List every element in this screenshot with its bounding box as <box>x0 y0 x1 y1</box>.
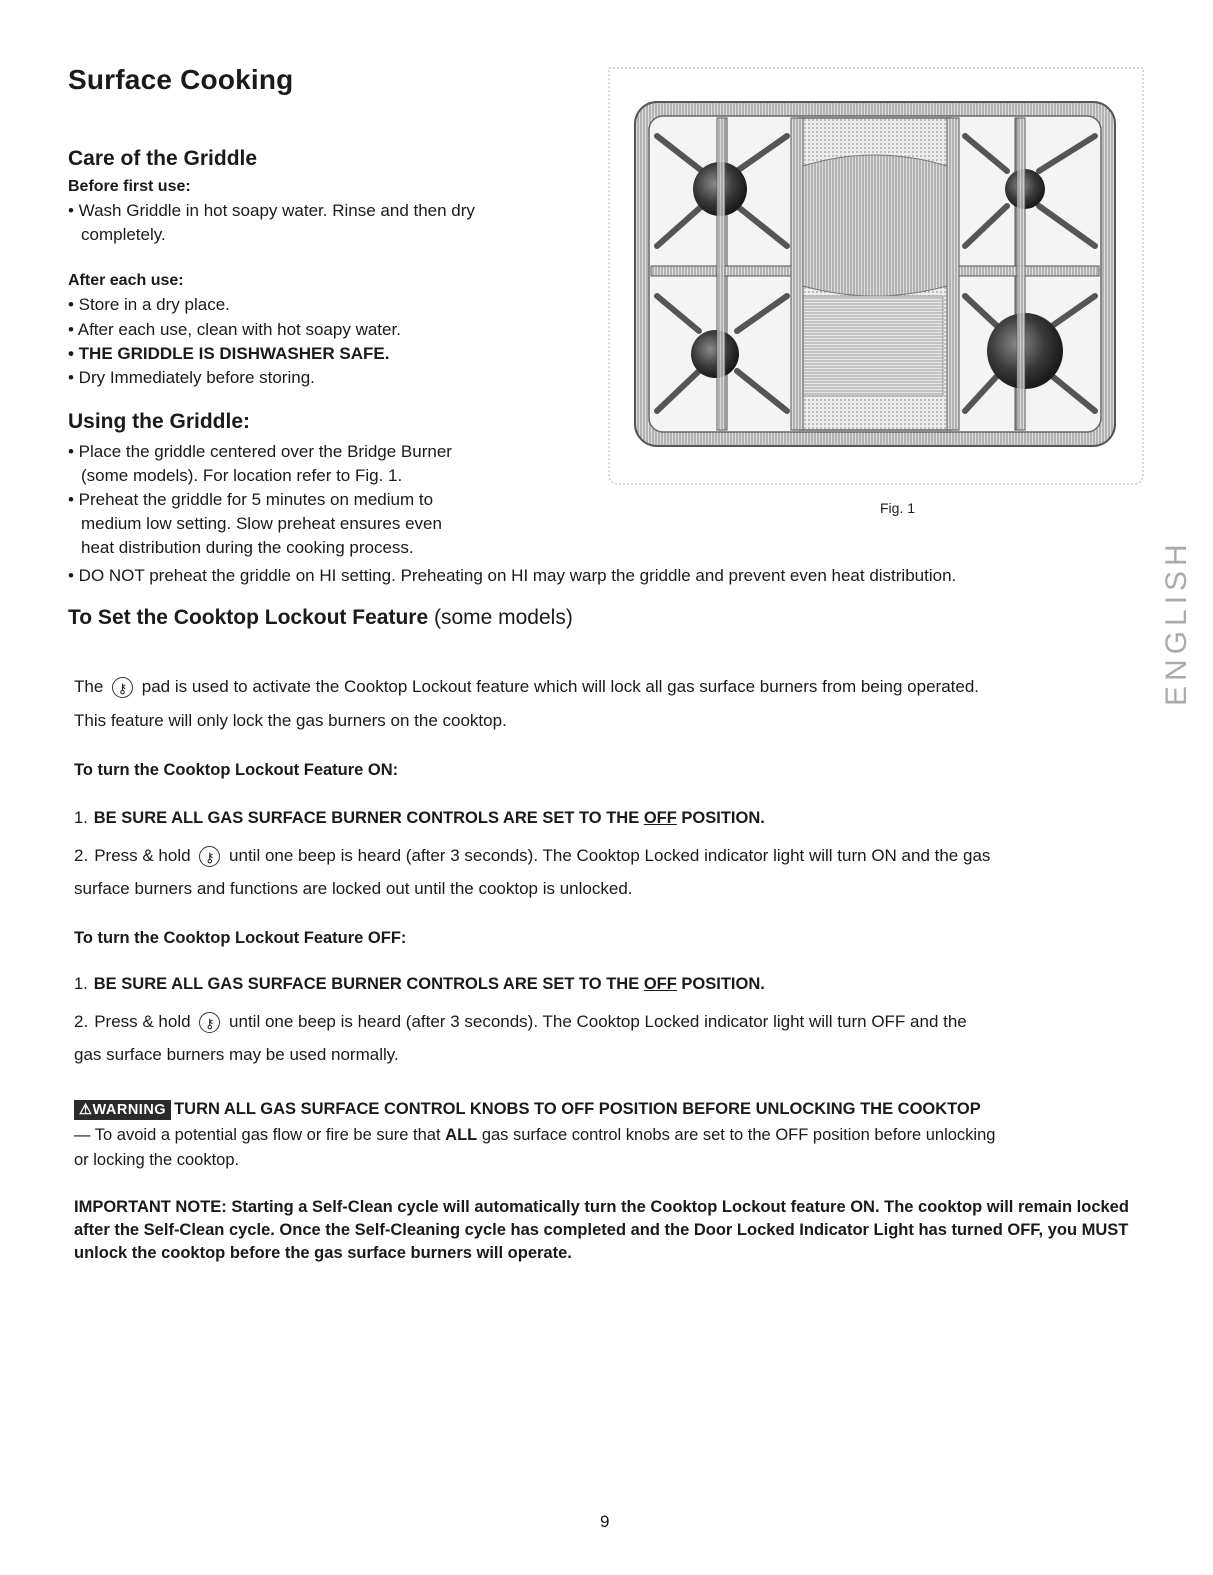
step-off-word: OFF <box>643 809 677 827</box>
burner-left-front <box>691 330 739 378</box>
step-text: BE SURE ALL GAS SURFACE BURNER CONTROLS ARE SET TO THE <box>93 975 644 993</box>
step-text: until one beep is heard (after 3 seconds). The Cooktop Locked indicator light will turn ON and the gas <box>229 846 991 865</box>
warning-text: gas surface control knobs are set to the OFF position before unlocking <box>477 1126 996 1144</box>
after-use-item-emphasis: • THE GRIDDLE IS DISHWASHER SAFE. <box>68 344 390 363</box>
step-off-word: OFF <box>643 975 677 993</box>
lock-pad-icon: ⚷ <box>199 846 220 867</box>
warning-title-row <box>74 1100 981 1120</box>
page-number: 9 <box>600 1512 610 1531</box>
warning-title: TURN ALL GAS SURFACE CONTROL KNOBS TO OFF POSITION BEFORE UNLOCKING THE COOKTOP <box>174 1100 981 1118</box>
on-step-1 <box>74 809 765 828</box>
step-text: Press & hold <box>94 1012 191 1031</box>
using-item-wide: • DO NOT preheat the griddle on HI setting. Preheating on HI may warp the griddle and prevent even heat distribution. <box>68 566 957 585</box>
language-tab: ENGLISH <box>1160 539 1193 706</box>
before-use-heading: Before first use: <box>68 178 191 195</box>
after-use-item: • After each use, clean with hot soapy water. <box>68 320 401 339</box>
after-use-item: • Dry Immediately before storing. <box>68 368 315 387</box>
step-number: 1. <box>74 809 88 827</box>
lockout-off-heading: To turn the Cooktop Lockout Feature OFF: <box>74 929 407 947</box>
lockout-intro-line2: This feature will only lock the gas burners on the cooktop. <box>74 711 507 730</box>
using-item: (some models). For location refer to Fig. 1. <box>81 466 403 485</box>
warning-line2: or locking the cooktop. <box>74 1151 240 1169</box>
using-heading: Using the Griddle: <box>68 410 251 433</box>
step-number: 1. <box>74 975 88 993</box>
step-text: POSITION. <box>676 975 765 993</box>
after-use-item: • Store in a dry place. <box>68 295 230 314</box>
step-text: until one beep is heard (after 3 seconds). The Cooktop Locked indicator light will turn OFF and the <box>229 1012 967 1031</box>
warning-text: — To avoid a potential gas flow or fire be sure that <box>74 1126 446 1144</box>
lockout-heading-suffix: (some models) <box>428 606 573 629</box>
intro-text: The <box>74 677 104 696</box>
on-step-2-line2: surface burners and functions are locked out until the cooktop is unlocked. <box>74 879 633 898</box>
step-number: 2. <box>74 1012 89 1031</box>
lockout-heading <box>68 606 573 630</box>
warning-line1 <box>74 1126 995 1145</box>
lockout-heading-text: To Set the Cooktop Lockout Feature <box>68 606 429 629</box>
figure-caption: Fig. 1 <box>880 500 916 516</box>
step-text: BE SURE ALL GAS SURFACE BURNER CONTROLS ARE SET TO THE <box>93 809 644 827</box>
step-text: POSITION. <box>676 809 765 827</box>
lock-pad-icon: ⚷ <box>199 1012 220 1033</box>
using-item: heat distribution during the cooking process. <box>81 538 414 557</box>
off-step-1 <box>74 975 765 994</box>
after-use-heading: After each use: <box>68 272 184 289</box>
before-use-item: • Wash Griddle in hot soapy water. Rinse and then dry <box>68 201 475 220</box>
warning-text-bold: ALL <box>445 1126 478 1144</box>
step-number: 2. <box>74 846 89 865</box>
warning-badge: ⚠WARNING <box>74 1100 171 1120</box>
lock-pad-icon: ⚷ <box>112 677 133 698</box>
lockout-intro <box>74 677 979 698</box>
cooktop-figure <box>607 66 1145 486</box>
intro-text: pad is used to activate the Cooktop Lockout feature which will lock all gas surface burners from being operated. <box>141 677 980 696</box>
on-step-2 <box>74 846 990 867</box>
important-note: IMPORTANT NOTE: Starting a Self-Clean cycle will automatically turn the Cooktop Lockout feature ON. The cooktop will remain locked after the Self-Clean cycle. Once the Self-Cleaning cycle has completed and the Door Locked Indicator Light has turned OFF, you MUST unlock the cooktop before the gas surface burners will operate. <box>74 1198 1129 1262</box>
before-use-item: completely. <box>81 225 166 244</box>
step-text: Press & hold <box>94 846 191 865</box>
lockout-on-heading: To turn the Cooktop Lockout Feature ON: <box>74 761 399 779</box>
page-title: Surface Cooking <box>68 64 294 95</box>
using-item: medium low setting. Slow preheat ensures even <box>81 514 442 533</box>
off-step-2-line2: gas surface burners may be used normally. <box>74 1045 399 1064</box>
cooktop-illustration <box>607 66 1145 486</box>
using-item: • Preheat the griddle for 5 minutes on medium to <box>68 490 434 509</box>
off-step-2 <box>74 1012 967 1033</box>
using-item: • Place the griddle centered over the Bridge Burner <box>68 442 452 461</box>
care-heading: Care of the Griddle <box>68 147 258 170</box>
